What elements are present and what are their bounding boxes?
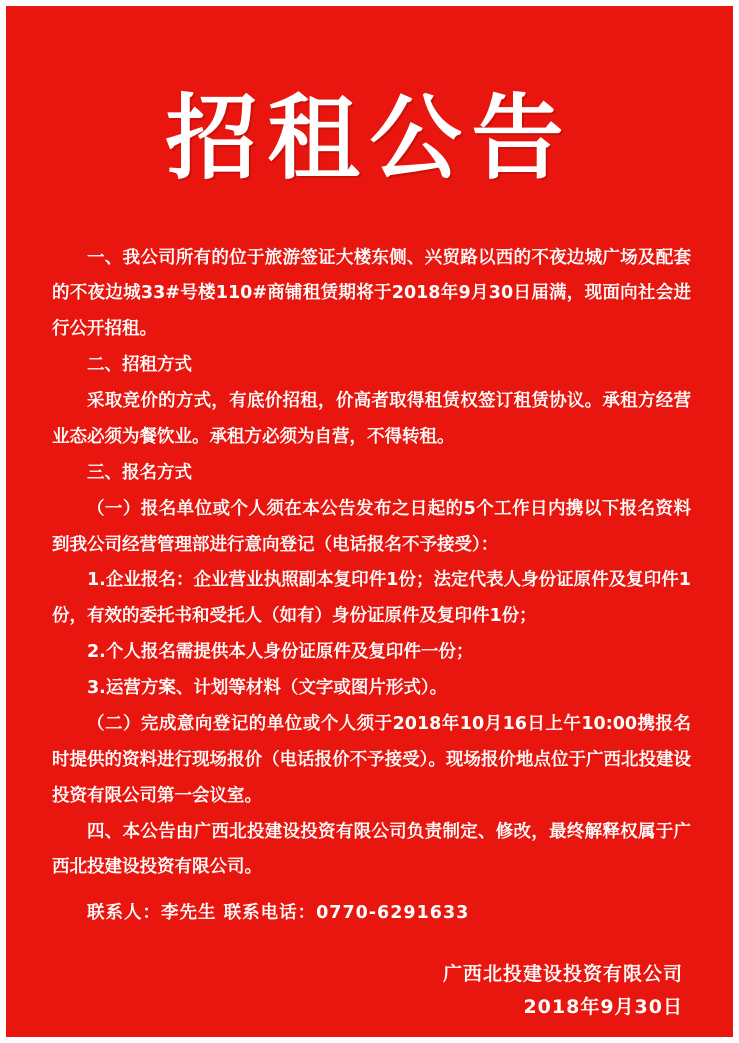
contact-line: 联系人：李先生 联系电话：0770-6291633 <box>87 903 470 924</box>
signature-date: 2018年9月30日 <box>523 996 683 1019</box>
paragraph-10: 四、本公告由广西北投建设投资有限公司负责制定、修改，最终解释权属于广西北投建设投资有限公司。 <box>52 821 691 878</box>
paragraph-6: 1.企业报名：企业营业执照副本复印件1份；法定代表人身份证原件及复印件1份，有效的委托书和受托人（如有）身份证原件及复印件1份； <box>52 570 691 627</box>
paragraph-9: （二）完成意向登记的单位或个人须于2018年10月16日上午10:00携报名时提供的资料进行现场报价（电话报价不予接受）。现场报价地点位于广西北投建设投资有限公司第一会议室。 <box>52 713 691 806</box>
signature-block <box>0 958 683 1025</box>
paragraph-7: 2.个人报名需提供本人身份证原件及复印件一份； <box>87 642 474 663</box>
signature-company: 广西北投建设投资有限公司 <box>442 963 683 986</box>
paragraph-3: 采取竞价的方式，有底价招租，价高者取得租赁权签订租赁协议。承租方经营业态必须为餐饮业。承租方必须为自营，不得转租。 <box>52 391 691 447</box>
paragraph-5: （一）报名单位或个人须在本公告发布之日起的5个工作日内携以下报名资料到我公司经营管理部进行意向登记（电话报名不予接受）： <box>52 498 691 555</box>
paragraph-2: 二、招租方式 <box>87 355 192 376</box>
paragraph-8: 3.运营方案、计划等材料（文字或图片形式）。 <box>87 678 448 699</box>
poster-body <box>52 241 691 933</box>
poster-title: 招租公告 <box>165 84 574 192</box>
paragraph-4: 三、报名方式 <box>87 462 192 483</box>
paragraph-1: 一、我公司所有的位于旅游签证大楼东侧、兴贸路以西的不夜边城广场及配套的不夜边城33#号楼110#商铺租赁期将于2018年9月30日届满，现面向社会进行公开招租。 <box>52 247 691 340</box>
